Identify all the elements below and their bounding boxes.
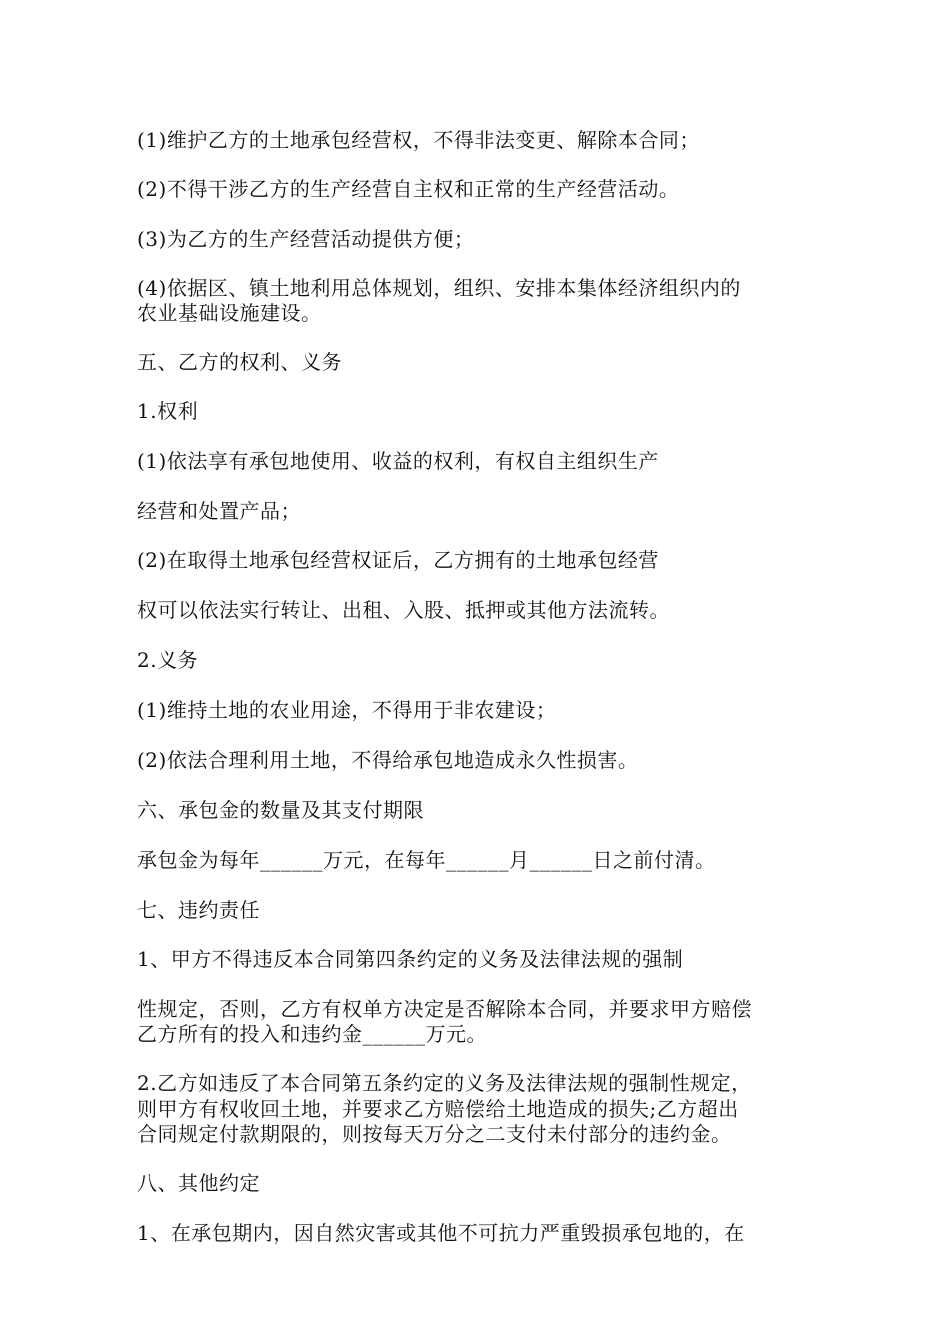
section-heading-5: 五、乙方的权利、义务 <box>137 350 342 374</box>
right-item-2-line-2: 权可以依法实行转让、出租、入股、抵押或其他方法流转。 <box>137 598 670 622</box>
other-item-1: 1、在承包期内，因自然灾害或其他不可抗力严重毁损承包地的，在 <box>137 1221 745 1245</box>
payment-terms: 承包金为每年______万元，在每年______月______日之前付清。 <box>137 848 716 872</box>
duty-item-3: (3)为乙方的生产经营活动提供方便； <box>137 227 475 251</box>
breach-item-2-line-1: 2.乙方如违反了本合同第五条约定的义务及法律法规的强制性规定， <box>137 1071 752 1095</box>
subheading-rights: 1.权利 <box>137 399 199 423</box>
breach-item-1-line-2: 性规定，否则，乙方有权单方决定是否解除本合同，并要求甲方赔偿 <box>137 997 752 1021</box>
subheading-obligations: 2.义务 <box>137 648 199 672</box>
right-item-2-line-1: (2)在取得土地承包经营权证后，乙方拥有的土地承包经营 <box>137 548 659 572</box>
right-item-1-line-2: 经营和处置产品； <box>137 499 301 523</box>
duty-item-1: (1)维护乙方的土地承包经营权，不得非法变更、解除本合同； <box>137 128 700 152</box>
section-heading-7: 七、违约责任 <box>137 898 260 922</box>
duty-item-4-line-2: 农业基础设施建设。 <box>137 301 322 325</box>
breach-item-1-line-1: 1、甲方不得违反本合同第四条约定的义务及法律法规的强制 <box>137 947 684 971</box>
duty-item-2: (2)不得干涉乙方的生产经营自主权和正常的生产经营活动。 <box>137 177 680 201</box>
section-heading-6: 六、承包金的数量及其支付期限 <box>137 798 424 822</box>
duty-item-4-line-1: (4)依据区、镇土地利用总体规划，组织、安排本集体经济组织内的 <box>137 276 741 300</box>
obligation-item-2: (2)依法合理利用土地，不得给承包地造成永久性损害。 <box>137 748 639 772</box>
obligation-item-1: (1)维持土地的农业用途，不得用于非农建设； <box>137 698 557 722</box>
section-heading-8: 八、其他约定 <box>137 1171 260 1195</box>
right-item-1-line-1: (1)依法享有承包地使用、收益的权利，有权自主组织生产 <box>137 449 659 473</box>
breach-item-2-line-2: 则甲方有权收回土地，并要求乙方赔偿给土地造成的损失;乙方超出 <box>137 1097 739 1121</box>
breach-item-2-line-3: 合同规定付款期限的，则按每天万分之二支付未付部分的违约金。 <box>137 1122 732 1146</box>
breach-item-1-line-3: 乙方所有的投入和违约金______万元。 <box>137 1022 487 1046</box>
